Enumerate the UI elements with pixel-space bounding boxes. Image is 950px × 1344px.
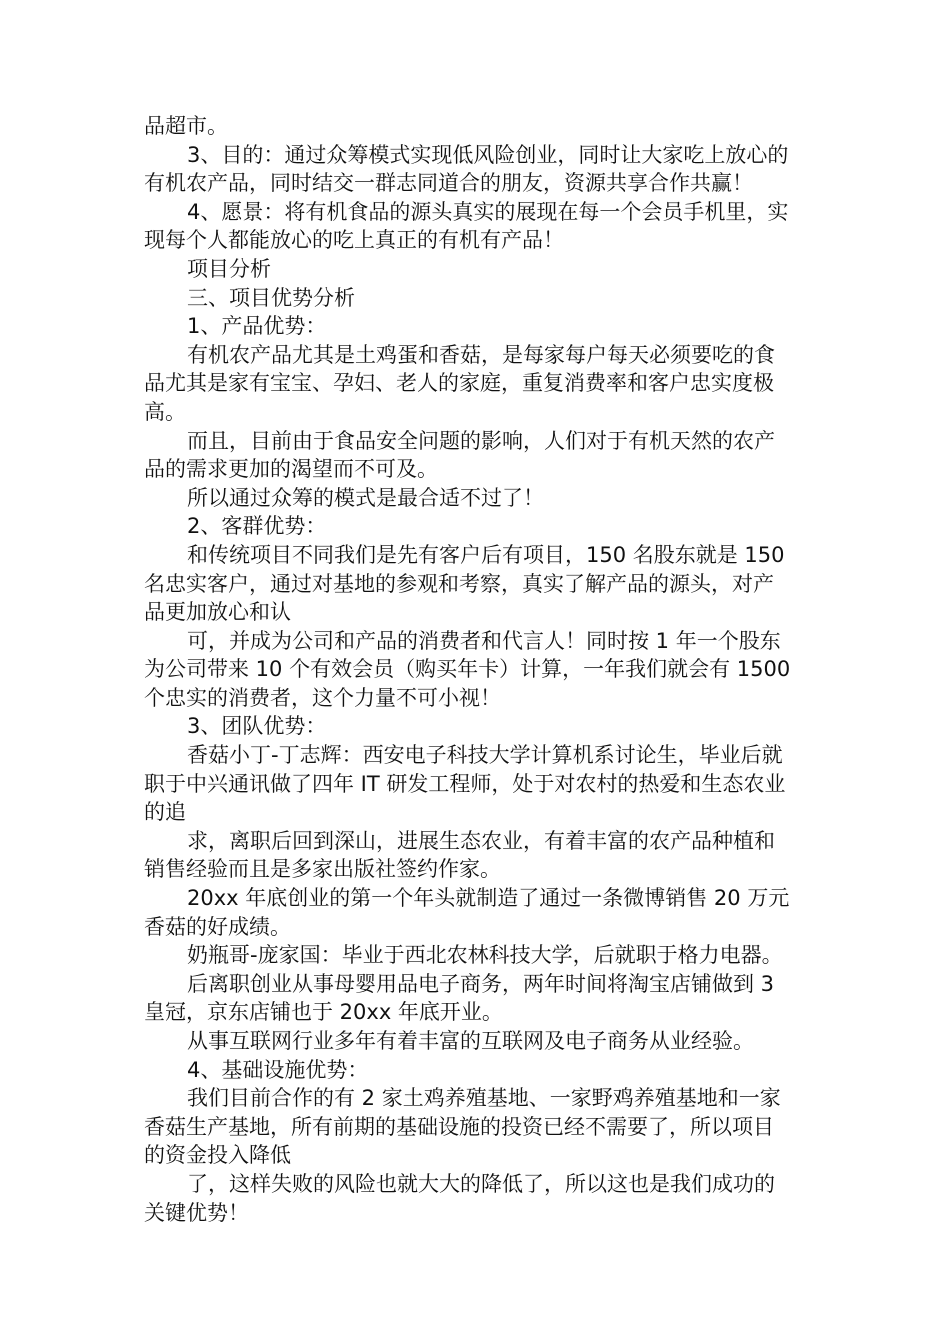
- text-line: 职于中兴通讯做了四年 IT 研发工程师，处于对农村的热爱和生态农业: [144, 771, 786, 796]
- text-line: 为公司带来 10 个有效会员（购买年卡）计算，一年我们就会有 1500: [144, 657, 791, 682]
- text-line: 三、项目优势分析: [187, 285, 355, 310]
- text-line: 名忠实客户，通过对基地的参观和考察，真实了解产品的源头，对产: [144, 571, 774, 596]
- text-line: 的追: [144, 800, 186, 825]
- text-line: 1、产品优势：: [187, 314, 327, 339]
- text-line: 了，这样失败的风险也就大大的降低了，所以这也是我们成功的: [187, 1171, 775, 1196]
- text-line: 品超市。: [144, 114, 228, 138]
- text-line: 而且，目前由于食品安全问题的影响，人们对于有机天然的农产: [187, 428, 775, 453]
- text-line: 香菇小丁-丁志辉：西安电子科技大学计算机系讨论生，毕业后就: [187, 743, 783, 768]
- text-line: 个忠实的消费者，这个力量不可小视！: [144, 685, 501, 710]
- text-line: 现每个人都能放心的吃上真正的有机有产品！: [144, 228, 564, 253]
- text-line: 品尤其是家有宝宝、孕妇、老人的家庭，重复消费率和客户忠实度极: [144, 371, 774, 396]
- text-line: 高。: [144, 399, 186, 424]
- text-line: 后离职创业从事母婴用品电子商务，两年时间将淘宝店铺做到 3: [187, 971, 775, 996]
- text-line: 和传统项目不同我们是先有客户后有项目，150 名股东就是 150: [187, 542, 785, 567]
- text-line: 3、目的：通过众筹模式实现低风险创业，同时让大家吃上放心的: [187, 142, 789, 167]
- text-line: 可，并成为公司和产品的消费者和代言人！同时按 1 年一个股东: [187, 628, 781, 653]
- text-line: 从事互联网行业多年有着丰富的互联网及电子商务从业经验。: [187, 1029, 754, 1053]
- text-line: 4、基础设施优势：: [187, 1057, 369, 1082]
- text-line: 品更加放心和认: [144, 600, 291, 625]
- text-line: 3、团队优势：: [187, 714, 327, 739]
- text-line: 求，离职后回到深山，进展生态农业，有着丰富的农产品种植和: [187, 828, 775, 853]
- text-line: 品的需求更加的渴望而不可及。: [144, 457, 438, 482]
- text-line: 2、客群优势：: [187, 514, 327, 539]
- text-line: 销售经验而且是多家出版社签约作家。: [144, 857, 501, 882]
- text-line: 20xx 年底创业的第一个年头就制造了通过一条微博销售 20 万元: [187, 886, 790, 911]
- document-body: [144, 112, 810, 1227]
- text-line: 香菇的好成绩。: [144, 914, 291, 939]
- text-line: 的资金投入降低: [144, 1143, 291, 1168]
- text-line: 项目分析: [187, 256, 271, 281]
- text-line: 皇冠，京东店铺也于 20xx 年底开业。: [144, 1000, 503, 1025]
- text-line: 有机农产品尤其是土鸡蛋和香菇，是每家每户每天必须要吃的食: [187, 342, 775, 367]
- text-line: 香菇生产基地，所有前期的基础设施的投资已经不需要了，所以项目: [144, 1114, 774, 1139]
- text-line: 有机农产品，同时结交一群志同道合的朋友，资源共享合作共赢！: [144, 171, 753, 196]
- text-line: 奶瓶哥-庞家国：毕业于西北农林科技大学，后就职于格力电器。: [187, 943, 783, 968]
- text-line: 我们目前合作的有 2 家土鸡养殖基地、一家野鸡养殖基地和一家: [187, 1086, 781, 1111]
- text-line: 关键优势！: [144, 1200, 249, 1225]
- text-line: 4、愿景：将有机食品的源头真实的展现在每一个会员手机里，实: [187, 199, 789, 224]
- text-line: 所以通过众筹的模式是最合适不过了！: [187, 485, 544, 510]
